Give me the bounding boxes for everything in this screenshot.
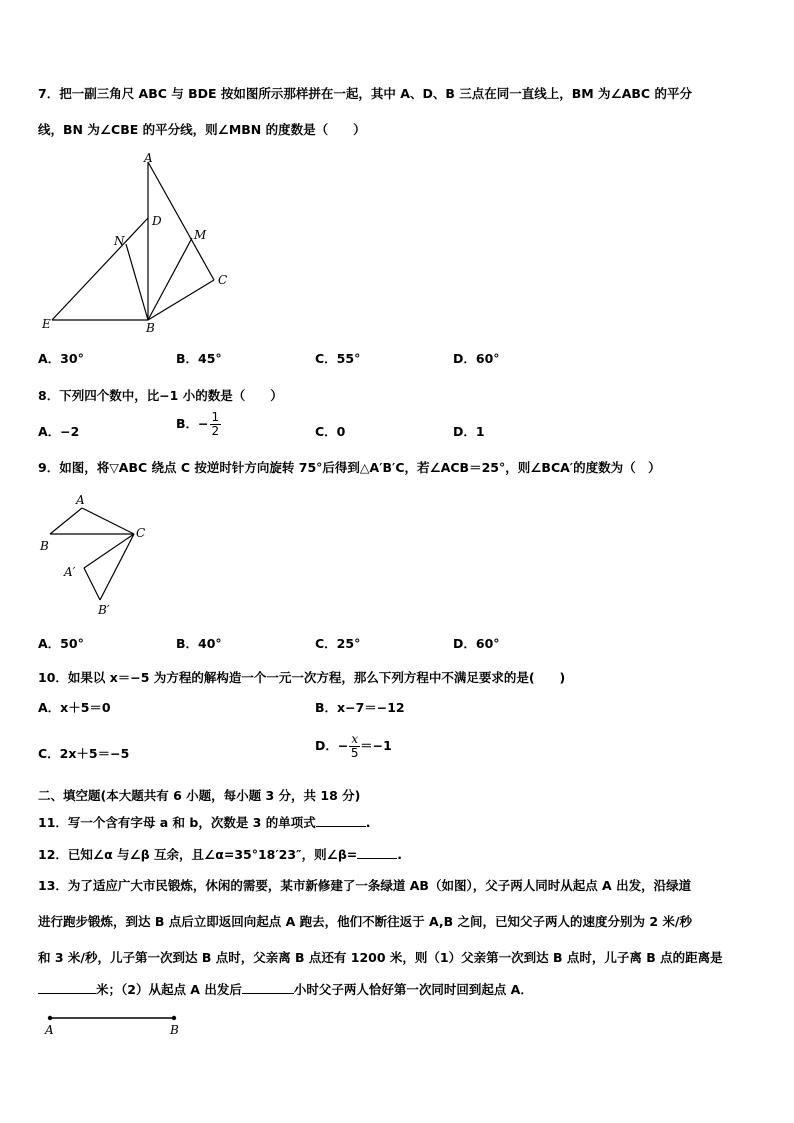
q13-text-line4: [38, 980, 533, 998]
q8-option-b-numerator: 1: [211, 410, 220, 424]
q8-option-b-prefix: B．−: [176, 416, 209, 431]
q13-answer-blank-1[interactable]: [38, 983, 96, 994]
q13-text-line4-a: 米；（2）从起点 A 出发后: [96, 982, 242, 997]
q12-text-after: .: [397, 847, 403, 862]
q10-option-d-fraction: [349, 733, 360, 760]
q11-text-after: .: [365, 815, 371, 830]
q7-label-e: E: [42, 317, 51, 331]
q13-text-line1: 13．为了适应广大市民锻炼，休闲的需要，某市新修建了一条绿道 AB（如图），父子两人同时从起点 A 出发，沿绿道: [38, 878, 692, 893]
q13-text-line4-b: 小时父子两人恰好第一次同时回到起点 A．: [293, 982, 533, 997]
q7-label-n: N: [114, 234, 125, 248]
q7-text-line1: 7．把一副三角尺 ABC 与 BDE 按如图所示那样拼在一起，其中 A、D、B 三点在同一直线上，BM 为∠ABC 的平分: [38, 86, 692, 101]
q9-figure: [36, 492, 166, 622]
section2-title: 二、填空题(本大题共有 6 小题，每小题 3 分，共 18 分): [38, 788, 361, 803]
q12-text: [38, 845, 402, 863]
q8-option-b-fraction: [210, 411, 222, 438]
q7-label-d: D: [152, 214, 162, 228]
q10-option-d-denominator: 5: [350, 746, 359, 760]
q9-label-c: C: [136, 526, 146, 540]
q8-option-c: C．0: [315, 424, 346, 439]
q9-label-a-prime: A′: [64, 565, 76, 579]
q10-option-b: B．x−7＝−12: [315, 700, 405, 715]
q7-option-a: A．30°: [38, 351, 84, 366]
q7-label-a: A: [144, 151, 153, 165]
q10-option-d-prefix: D．−: [315, 738, 349, 753]
q9-option-d: D．60°: [453, 636, 500, 651]
q13-text-line2: 进行跑步锻炼，到达 B 点后立即返回向起点 A 跑去，他们不断往返于 A,B 之间，已知父子两人的速度分别为 2 米/秒: [38, 914, 692, 929]
q8-option-b: [176, 411, 221, 438]
q12-text-before: 12．已知∠α 与∠β 互余，且∠α=35°18′23″，则∠β=: [38, 847, 358, 862]
q7-option-b: B．45°: [176, 351, 222, 366]
q13-figure: [40, 1010, 200, 1040]
q7-figure: [34, 150, 234, 335]
q9-label-b: B: [40, 539, 49, 553]
q7-label-c: C: [218, 273, 228, 287]
q8-option-a: A．−2: [38, 424, 80, 439]
q7-option-c: C．55°: [315, 351, 361, 366]
q9-option-a: A．50°: [38, 636, 84, 651]
q10-option-c: C．2x＋5＝−5: [38, 746, 130, 761]
q8-option-b-denominator: 2: [211, 424, 220, 438]
q10-option-a: A．x＋5＝0: [38, 700, 111, 715]
q8-option-d: D．1: [453, 424, 485, 439]
q7-text-line2: 线，BN 为∠CBE 的平分线，则∠MBN 的度数是（ ）: [38, 122, 366, 137]
q11-answer-blank[interactable]: [316, 816, 366, 827]
q13-answer-blank-2[interactable]: [242, 983, 294, 994]
q13-label-a: A: [45, 1023, 54, 1037]
q9-text: 9．如图，将▽ABC 绕点 C 按逆时针方向旋转 75°后得到△A′B′C，若∠ACB＝25°，则∠BCA′的度数为（ ）: [38, 460, 661, 475]
q9-label-b-prime: B′: [98, 603, 110, 617]
q10-text: 10．如果以 x＝−5 为方程的解构造一个一元一次方程，那么下列方程中不满足要求的是( ): [38, 670, 566, 685]
q9-option-c: C．25°: [315, 636, 361, 651]
q7-label-b: B: [146, 321, 155, 335]
q7-option-d: D．60°: [453, 351, 500, 366]
q13-label-b: B: [170, 1023, 179, 1037]
q10-option-d-suffix: ＝−1: [360, 738, 392, 753]
q10-option-d: [315, 733, 392, 760]
q7-label-m: M: [194, 228, 207, 242]
q11-text: [38, 813, 371, 831]
q8-text: 8．下列四个数中，比−1 小的数是（ ）: [38, 388, 283, 403]
q9-label-a: A: [76, 493, 85, 507]
q11-text-before: 11．写一个含有字母 a 和 b，次数是 3 的单项式: [38, 815, 316, 830]
q13-text-line3: 和 3 米/秒，儿子第一次到达 B 点时，父亲离 B 点还有 1200 米，则（1）父亲第一次到达 B 点时，儿子离 B 点的距离是: [38, 950, 723, 965]
q12-answer-blank[interactable]: [357, 848, 397, 859]
q9-option-b: B．40°: [176, 636, 222, 651]
q10-option-d-numerator: x: [351, 732, 359, 746]
